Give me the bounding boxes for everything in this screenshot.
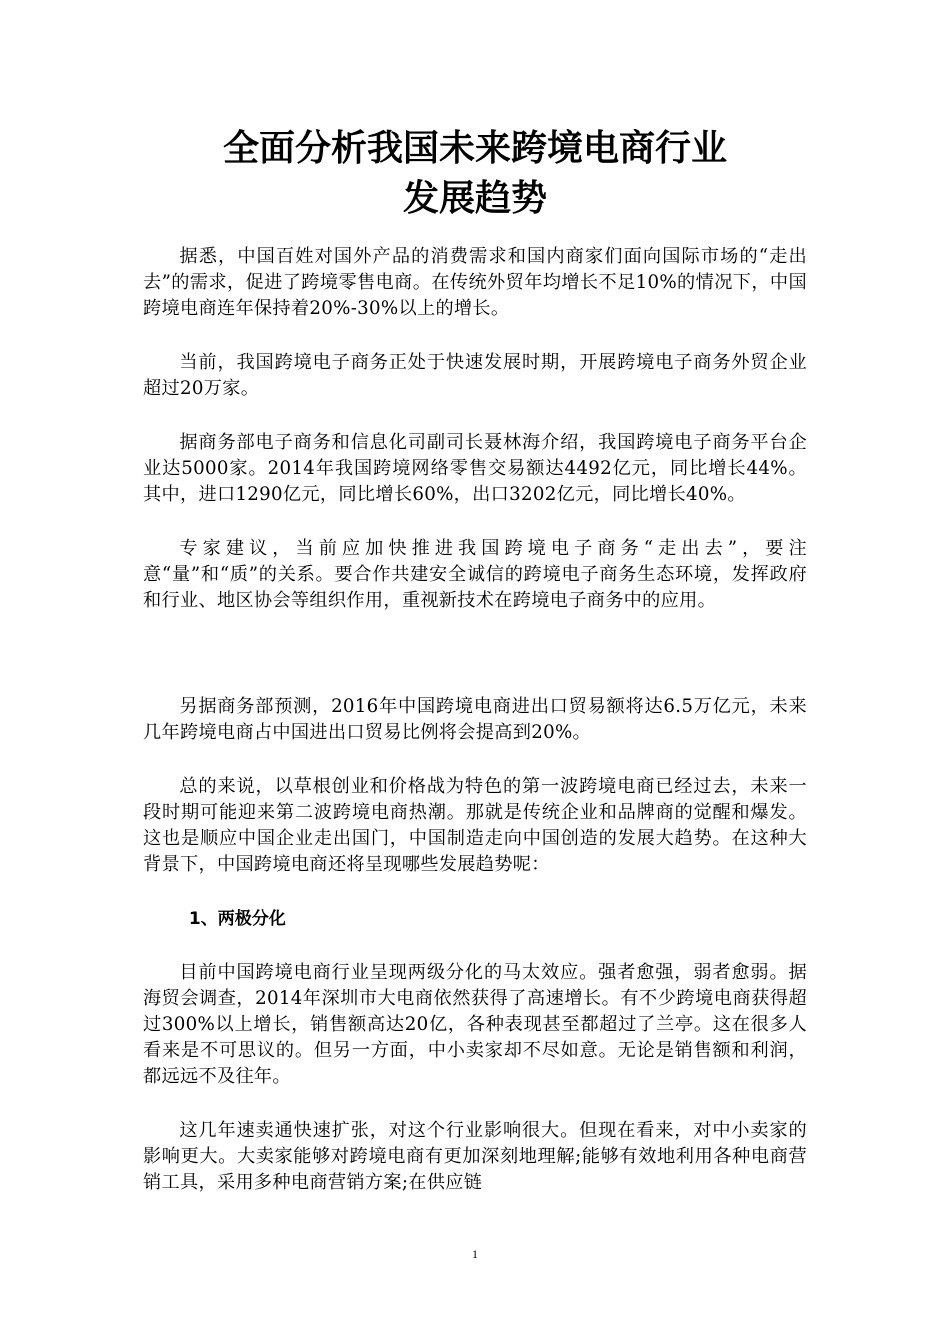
- document-title: [120, 124, 830, 224]
- page-number: 1: [472, 1247, 478, 1261]
- title-line-1: 全面分析我国未来跨境电商行业: [222, 128, 727, 169]
- title-line-2: 发展趋势: [402, 178, 547, 219]
- paragraph-expert-advice: 专家建议，当前应加快推进我国跨境电子商务“走出去”，要注意“量”和“质”的关系。要合作共建安全诚信的跨境电子商务生态环境，发挥政府和行业、地区协会等组织作用，重视新技术在跨境电子商务中的应用。: [143, 538, 807, 611]
- paragraph-forecast: 另据商务部预测，2016年中国跨境电商进出口贸易额将达6.5万亿元，未来几年跨境电商占中国进出口贸易比例将会提高到20%。: [143, 696, 807, 743]
- paragraph-current-status: 当前，我国跨境电子商务正处于快速发展时期，开展跨境电子商务外贸企业超过20万家。: [143, 352, 807, 399]
- document-body: [143, 244, 807, 1224]
- paragraph-intro: 据悉，中国百姓对国外产品的消费需求和国内商家们面向国际市场的“走出去”的需求，促进了跨境零售电商。在传统外贸年均增长不足10%的情况下，中国跨境电商连年保持着20%-30%以上的增长。: [143, 246, 807, 319]
- paragraph-aliexpress: 这几年速卖通快速扩张，对这个行业影响很大。但现在看来，对中小卖家的影响更大。大卖家能够对跨境电商有更加深刻地理解;能够有效地利用各种电商营销工具，采用多种电商营销方案;在供应链: [143, 1120, 807, 1193]
- paragraph-polarization: 目前中国跨境电商行业呈现两级分化的马太效应。强者愈强，弱者愈弱。据海贸会调查，2014年深圳市大电商依然获得了高速增长。有不少跨境电商获得超过300%以上增长，销售额高达20亿，各种表现甚至都超过了兰亭。这在很多人看来是不可思议的。但另一方面，中小卖家却不尽如意。无论是销售额和利润，都远远不及往年。: [143, 962, 807, 1087]
- section-heading: 1、两极分化: [188, 909, 286, 929]
- paragraph-ministry-data: 据商务部电子商务和信息化司副司长聂林海介绍，我国跨境电子商务平台企业达5000家。2014年我国跨境网络零售交易额达4492亿元，同比增长44%。其中，进口1290亿元，同比增长60%，出口3202亿元，同比增长40%。: [143, 432, 807, 505]
- paragraph-summary: 总的来说，以草根创业和价格战为特色的第一波跨境电商已经过去，未来一段时期可能迎来第二波跨境电商热潮。那就是传统企业和品牌商的觉醒和爆发。这也是顺应中国企业走出国门，中国制造走向中国创造的发展大趋势。在这种大背景下，中国跨境电商还将呈现哪些发展趋势呢：: [143, 776, 807, 875]
